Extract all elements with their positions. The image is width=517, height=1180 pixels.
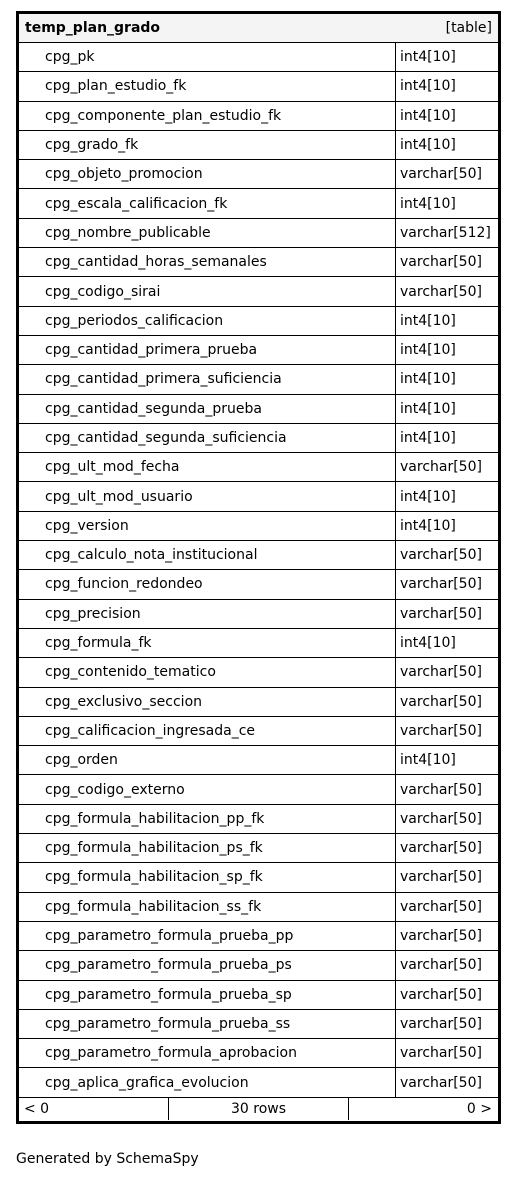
column-name: cpg_aplica_grafica_evolucion <box>19 1068 396 1096</box>
column-type: int4[10] <box>400 78 456 95</box>
column-type: int4[10] <box>400 342 456 359</box>
parents-count: < 0 <box>19 1098 169 1120</box>
column-row <box>19 336 498 365</box>
column-name: cpg_codigo_externo <box>19 775 396 803</box>
column-row <box>19 512 498 541</box>
column-name: cpg_calculo_nota_institucional <box>19 541 396 569</box>
column-row <box>19 746 498 775</box>
column-name: cpg_grado_fk <box>19 131 396 159</box>
column-type: int4[10] <box>400 752 456 769</box>
table-kind: [table] <box>445 20 492 36</box>
column-name: cpg_plan_estudio_fk <box>19 72 396 100</box>
column-type: varchar[512] <box>400 224 491 241</box>
column-name: cpg_precision <box>19 600 396 628</box>
column-type: varchar[50] <box>400 254 482 271</box>
column-name: cpg_ult_mod_fecha <box>19 453 396 481</box>
column-row <box>19 570 498 599</box>
column-name: cpg_escala_calificacion_fk <box>19 189 396 217</box>
column-type: varchar[50] <box>400 459 482 476</box>
column-name: cpg_formula_habilitacion_pp_fk <box>19 805 396 833</box>
column-name: cpg_funcion_redondeo <box>19 570 396 598</box>
column-list <box>19 43 498 1098</box>
column-type: varchar[50] <box>400 722 482 739</box>
column-type: int4[10] <box>400 195 456 212</box>
column-row <box>19 863 498 892</box>
column-name: cpg_cantidad_segunda_prueba <box>19 395 396 423</box>
column-name: cpg_cantidad_primera_prueba <box>19 336 396 364</box>
column-type: varchar[50] <box>400 898 482 915</box>
column-row <box>19 43 498 72</box>
column-name: cpg_formula_fk <box>19 629 396 657</box>
column-row <box>19 189 498 218</box>
column-name: cpg_parametro_formula_prueba_ss <box>19 1010 396 1038</box>
column-row <box>19 160 498 189</box>
column-name: cpg_calificacion_ingresada_ce <box>19 717 396 745</box>
column-name: cpg_parametro_formula_prueba_ps <box>19 951 396 979</box>
column-row <box>19 307 498 336</box>
column-row <box>19 1068 498 1097</box>
column-type: varchar[50] <box>400 576 482 593</box>
column-type: int4[10] <box>400 371 456 388</box>
column-row <box>19 951 498 980</box>
column-row <box>19 365 498 394</box>
column-name: cpg_parametro_formula_prueba_sp <box>19 981 396 1009</box>
column-type: varchar[50] <box>400 1045 482 1062</box>
column-name: cpg_pk <box>19 43 396 71</box>
column-name: cpg_exclusivo_seccion <box>19 688 396 716</box>
column-row <box>19 131 498 160</box>
column-type: varchar[50] <box>400 928 482 945</box>
column-type: varchar[50] <box>400 605 482 622</box>
column-type: varchar[50] <box>400 693 482 710</box>
column-row <box>19 1039 498 1068</box>
column-name: cpg_parametro_formula_prueba_pp <box>19 922 396 950</box>
column-row <box>19 717 498 746</box>
column-name: cpg_codigo_sirai <box>19 277 396 305</box>
row-count: 30 rows <box>169 1098 349 1120</box>
column-name: cpg_formula_habilitacion_ss_fk <box>19 893 396 921</box>
column-name: cpg_ult_mod_usuario <box>19 482 396 510</box>
column-type: int4[10] <box>400 430 456 446</box>
column-row <box>19 277 498 306</box>
column-name: cpg_formula_habilitacion_ps_fk <box>19 834 396 862</box>
column-row <box>19 219 498 248</box>
column-row <box>19 834 498 863</box>
column-row <box>19 775 498 804</box>
column-row <box>19 72 498 101</box>
column-type: int4[10] <box>400 49 456 66</box>
column-row <box>19 805 498 834</box>
column-row <box>19 629 498 658</box>
column-name: cpg_cantidad_segunda_suficiencia <box>19 424 396 452</box>
column-type: varchar[50] <box>400 957 482 974</box>
column-row <box>19 395 498 424</box>
column-row <box>19 688 498 717</box>
column-type: varchar[50] <box>400 1074 482 1091</box>
table-header <box>19 14 498 43</box>
column-row <box>19 424 498 453</box>
column-row <box>19 482 498 511</box>
column-name: cpg_orden <box>19 746 396 774</box>
column-row <box>19 102 498 131</box>
table-name: temp_plan_grado <box>25 20 161 36</box>
column-type: varchar[50] <box>400 840 482 857</box>
column-row <box>19 453 498 482</box>
column-type: varchar[50] <box>400 283 482 300</box>
table-footer <box>19 1098 498 1120</box>
column-type: int4[10] <box>400 107 456 124</box>
column-row <box>19 600 498 629</box>
column-type: varchar[50] <box>400 166 482 183</box>
column-type: varchar[50] <box>400 547 482 564</box>
column-name: cpg_parametro_formula_aprobacion <box>19 1039 396 1067</box>
children-count: 0 > <box>466 1100 492 1117</box>
column-row <box>19 893 498 922</box>
column-name: cpg_cantidad_horas_semanales <box>19 248 396 276</box>
column-type: varchar[50] <box>400 781 482 798</box>
column-name: cpg_periodos_calificacion <box>19 307 396 335</box>
column-type: varchar[50] <box>400 1015 482 1032</box>
column-name: cpg_contenido_tematico <box>19 658 396 686</box>
column-row <box>19 1010 498 1039</box>
column-row <box>19 658 498 687</box>
table-node[interactable] <box>16 11 501 1124</box>
column-row <box>19 922 498 951</box>
column-type: int4[10] <box>400 312 456 329</box>
column-type: int4[10] <box>400 400 456 417</box>
column-type: varchar[50] <box>400 810 482 827</box>
column-name: cpg_version <box>19 512 396 540</box>
column-type: int4[10] <box>400 488 456 505</box>
column-type: int4[10] <box>400 635 456 652</box>
column-type: varchar[50] <box>400 664 482 681</box>
column-name: cpg_objeto_promocion <box>19 160 396 188</box>
column-name: cpg_cantidad_primera_suficiencia <box>19 365 396 393</box>
column-type: int4[10] <box>400 137 456 154</box>
column-name: cpg_nombre_publicable <box>19 219 396 247</box>
column-row <box>19 541 498 570</box>
column-row <box>19 981 498 1010</box>
column-name: cpg_componente_plan_estudio_fk <box>19 102 396 130</box>
column-type: varchar[50] <box>400 986 482 1003</box>
column-type: int4[10] <box>400 517 456 534</box>
generated-by-label: Generated by SchemaSpy <box>16 1151 199 1167</box>
column-row <box>19 248 498 277</box>
column-name: cpg_formula_habilitacion_sp_fk <box>19 863 396 891</box>
column-type: varchar[50] <box>400 869 482 886</box>
